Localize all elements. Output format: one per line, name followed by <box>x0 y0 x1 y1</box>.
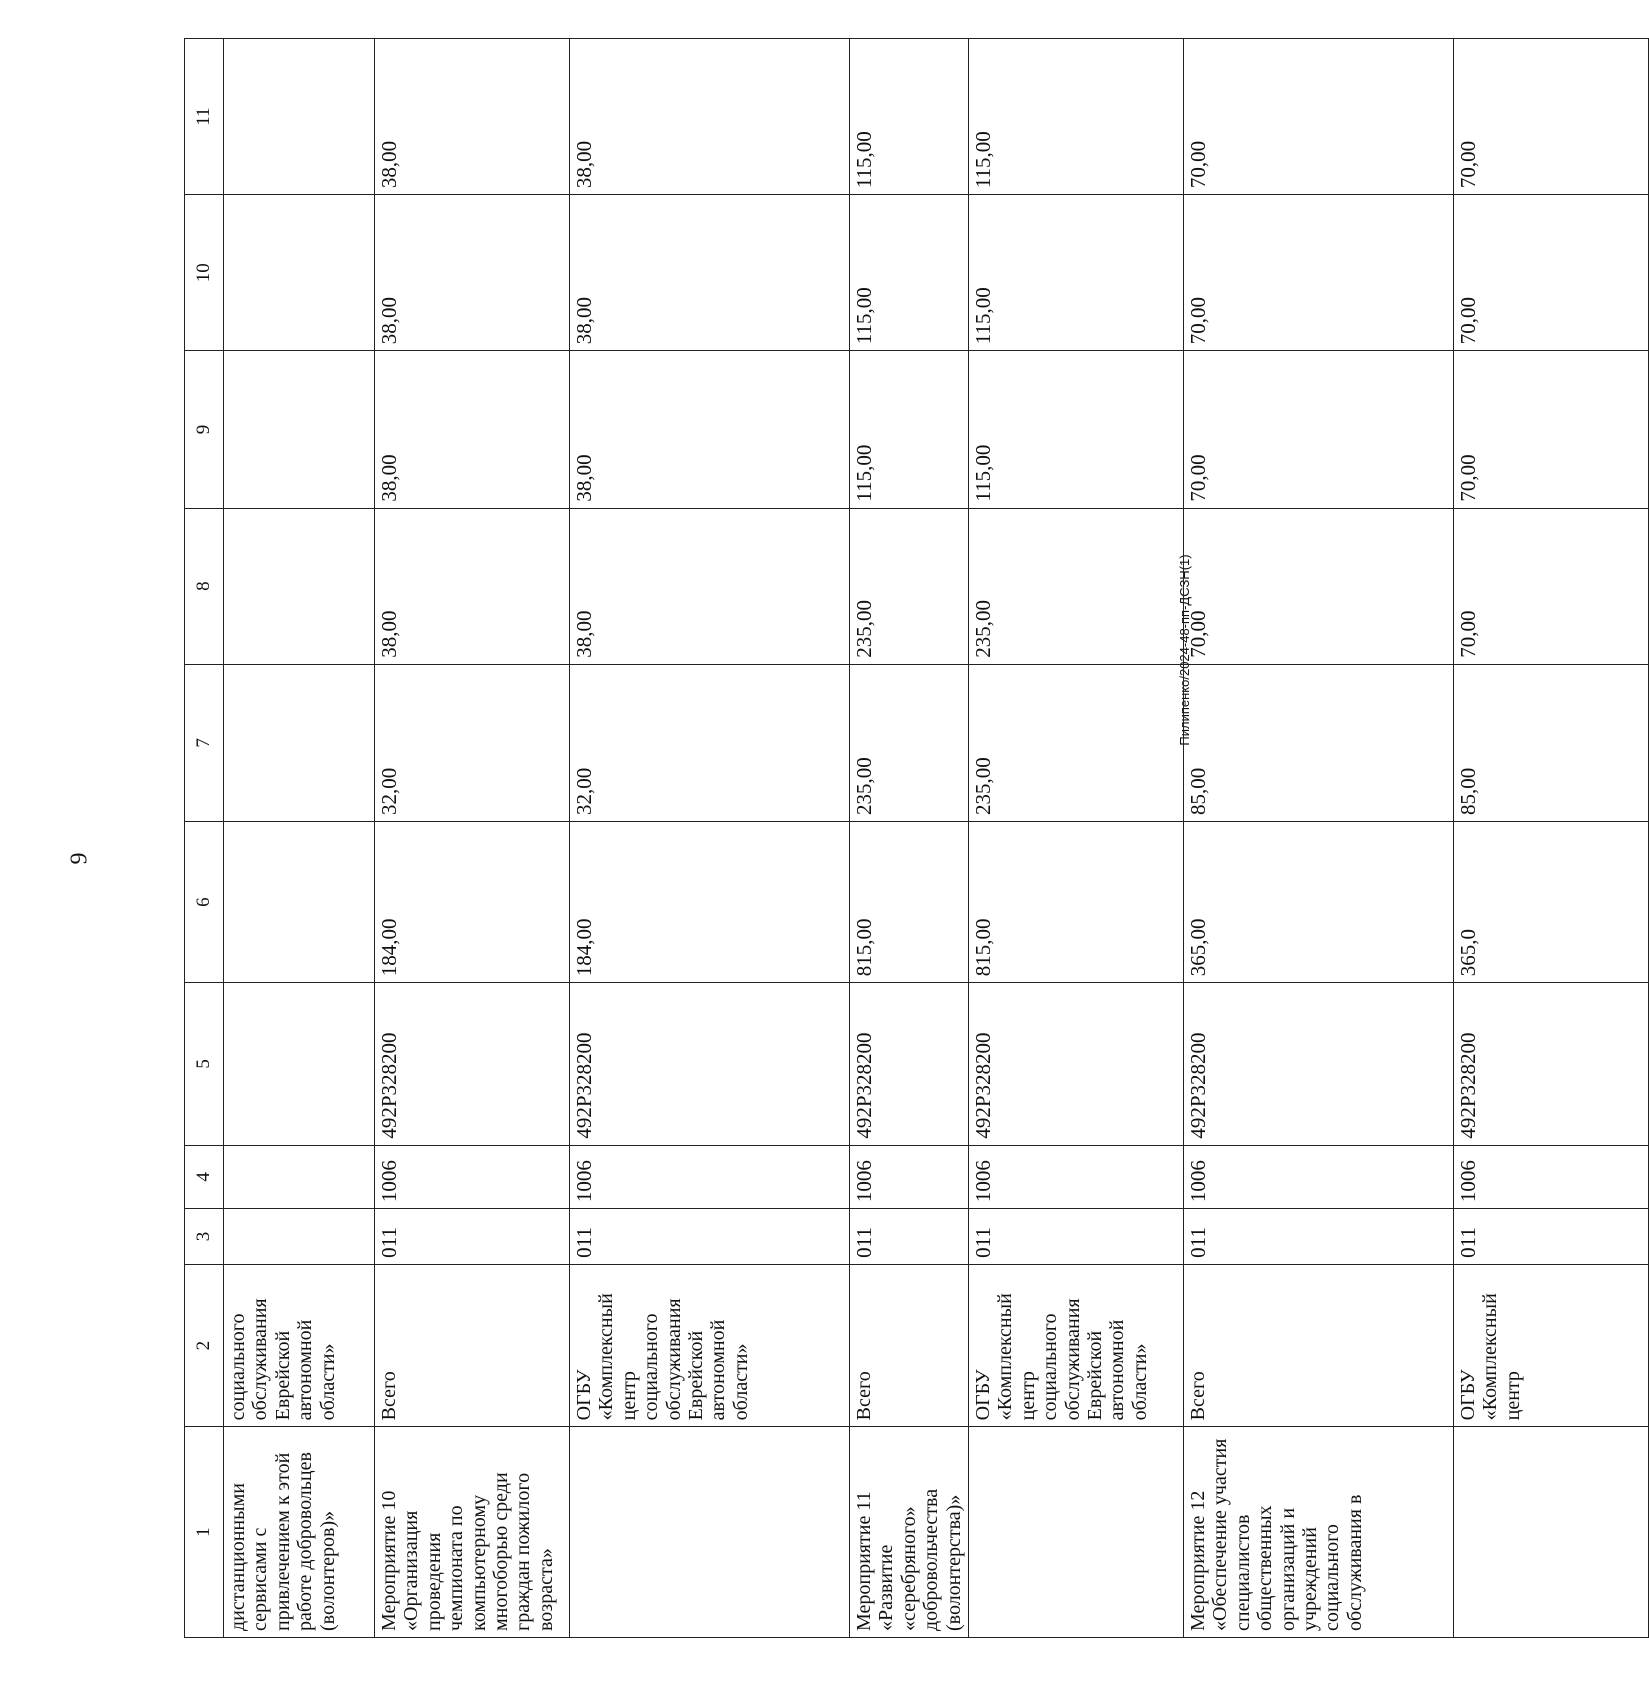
header-cell-9: 9 <box>185 351 224 508</box>
table-cell-col-7 <box>224 664 375 821</box>
table-cell-col-6: 365,00 <box>1183 822 1453 983</box>
table-cell-col-7: 235,00 <box>850 664 969 821</box>
table-cell-col-4: 1006 <box>570 1145 850 1208</box>
table-cell-col-5: 492P328200 <box>968 983 1183 1145</box>
table-cell-col-7: 32,00 <box>375 664 570 821</box>
table-cell-col-3: 011 <box>570 1209 850 1265</box>
table-cell-col-9 <box>224 351 375 508</box>
table-row <box>375 39 570 1638</box>
table-cell-col-11 <box>224 39 375 195</box>
table-cell-col-4: 1006 <box>375 1145 570 1208</box>
table-cell-col-10 <box>224 195 375 351</box>
table-cell-col-10: 115,00 <box>968 195 1183 351</box>
table-cell-col-5: 492P328200 <box>1183 983 1453 1145</box>
table-cell-col-2: Всего <box>1183 1264 1453 1426</box>
table-cell-col-1 <box>968 1427 1183 1638</box>
table-cell-col-5 <box>224 983 375 1145</box>
table-cell-col-9: 70,00 <box>1453 351 1648 508</box>
header-cell-6: 6 <box>185 822 224 983</box>
table-cell-col-2: Всего <box>850 1264 969 1426</box>
table-cell-col-8: 38,00 <box>375 508 570 664</box>
table-cell-col-6: 815,00 <box>968 822 1183 983</box>
header-cell-2: 2 <box>185 1264 224 1426</box>
table-cell-col-7: 85,00 <box>1453 664 1648 821</box>
table-cell-col-5: 492P328200 <box>375 983 570 1145</box>
table-cell-col-11: 38,00 <box>570 39 850 195</box>
table-cell-col-8: 235,00 <box>968 508 1183 664</box>
table-cell-col-1: дистанционными сервисами с привлечением к этой работе добровольцев (волонтеров)» <box>224 1427 375 1638</box>
header-cell-1: 1 <box>185 1427 224 1638</box>
table-cell-col-1: Мероприятие 10 «Организация проведения чемпионата по компьютерному многоборью среди граждан пожилого возраста» <box>375 1427 570 1638</box>
table-cell-col-3: 011 <box>375 1209 570 1265</box>
table-cell-col-3: 011 <box>1183 1209 1453 1265</box>
table-cell-col-1: Мероприятие 12 «Обеспечение участия специалистов общественных организаций и учреждений социального обслуживания в <box>1183 1427 1453 1638</box>
table-cell-col-11: 115,00 <box>968 39 1183 195</box>
table-row <box>570 39 850 1638</box>
table-cell-col-11: 38,00 <box>375 39 570 195</box>
table-cell-col-11: 70,00 <box>1453 39 1648 195</box>
table-cell-col-2: социального обслуживания Еврейской автономной области» <box>224 1264 375 1426</box>
table-cell-col-11: 70,00 <box>1183 39 1453 195</box>
header-cell-11: 11 <box>185 39 224 195</box>
table-cell-col-1 <box>570 1427 850 1638</box>
table-cell-col-9: 70,00 <box>1183 351 1453 508</box>
table-cell-col-1 <box>1453 1427 1648 1638</box>
table-row <box>850 39 969 1638</box>
table-cell-col-9: 38,00 <box>570 351 850 508</box>
table-cell-col-9: 115,00 <box>968 351 1183 508</box>
budget-table <box>184 38 1649 1638</box>
table-cell-col-2: ОГБУ «Комплексный центр <box>1453 1264 1648 1426</box>
table-cell-col-4 <box>224 1145 375 1208</box>
table-cell-col-6: 815,00 <box>850 822 969 983</box>
table-cell-col-4: 1006 <box>1183 1145 1453 1208</box>
table-cell-col-10: 115,00 <box>850 195 969 351</box>
table-cell-col-6: 365,0 <box>1453 822 1648 983</box>
page-number: 9 <box>66 852 93 865</box>
table-cell-col-2: Всего <box>375 1264 570 1426</box>
header-cell-7: 7 <box>185 664 224 821</box>
table-cell-col-4: 1006 <box>850 1145 969 1208</box>
header-cell-8: 8 <box>185 508 224 664</box>
table-cell-col-9: 115,00 <box>850 351 969 508</box>
table-cell-col-7: 235,00 <box>968 664 1183 821</box>
table-cell-col-3: 011 <box>1453 1209 1648 1265</box>
table-cell-col-6: 184,00 <box>570 822 850 983</box>
header-cell-10: 10 <box>185 195 224 351</box>
table-cell-col-5: 492P328200 <box>570 983 850 1145</box>
table-cell-col-11: 115,00 <box>850 39 969 195</box>
table-cell-col-2: ОГБУ «Комплексный центр социального обслуживания Еврейской автономной области» <box>968 1264 1183 1426</box>
table-cell-col-8: 235,00 <box>850 508 969 664</box>
table-cell-col-3: 011 <box>850 1209 969 1265</box>
table-cell-col-3: 011 <box>968 1209 1183 1265</box>
header-cell-3: 3 <box>185 1209 224 1265</box>
table-cell-col-3 <box>224 1209 375 1265</box>
table-cell-col-10: 38,00 <box>375 195 570 351</box>
table-cell-col-10: 38,00 <box>570 195 850 351</box>
table-cell-col-2: ОГБУ «Комплексный центр социального обслуживания Еврейской автономной области» <box>570 1264 850 1426</box>
table-cell-col-5: 492P328200 <box>1453 983 1648 1145</box>
table-row <box>968 39 1183 1638</box>
table-row <box>1183 39 1453 1638</box>
header-row <box>185 39 224 1638</box>
table-cell-col-8: 70,00 <box>1183 508 1453 664</box>
table-cell-col-8: 70,00 <box>1453 508 1648 664</box>
table-cell-col-10: 70,00 <box>1453 195 1648 351</box>
table-cell-col-4: 1006 <box>1453 1145 1648 1208</box>
table-cell-col-1: Мероприятие 11 «Развитие «серебряного» добровольчества (волонтерства)» <box>850 1427 969 1638</box>
table-cell-col-8 <box>224 508 375 664</box>
table-row <box>224 39 375 1638</box>
table-cell-col-8: 38,00 <box>570 508 850 664</box>
table-cell-col-5: 492P328200 <box>850 983 969 1145</box>
table-cell-col-7: 85,00 <box>1183 664 1453 821</box>
header-cell-5: 5 <box>185 983 224 1145</box>
table-row <box>1453 39 1648 1638</box>
table-cell-col-4: 1006 <box>968 1145 1183 1208</box>
table-cell-col-7: 32,00 <box>570 664 850 821</box>
table-cell-col-9: 38,00 <box>375 351 570 508</box>
table-cell-col-10: 70,00 <box>1183 195 1453 351</box>
table-cell-col-6 <box>224 822 375 983</box>
table-cell-col-6: 184,00 <box>375 822 570 983</box>
footer-reference: Пилипенко/2024-48-пп-ДСЗН(1) <box>1177 554 1192 746</box>
header-cell-4: 4 <box>185 1145 224 1208</box>
